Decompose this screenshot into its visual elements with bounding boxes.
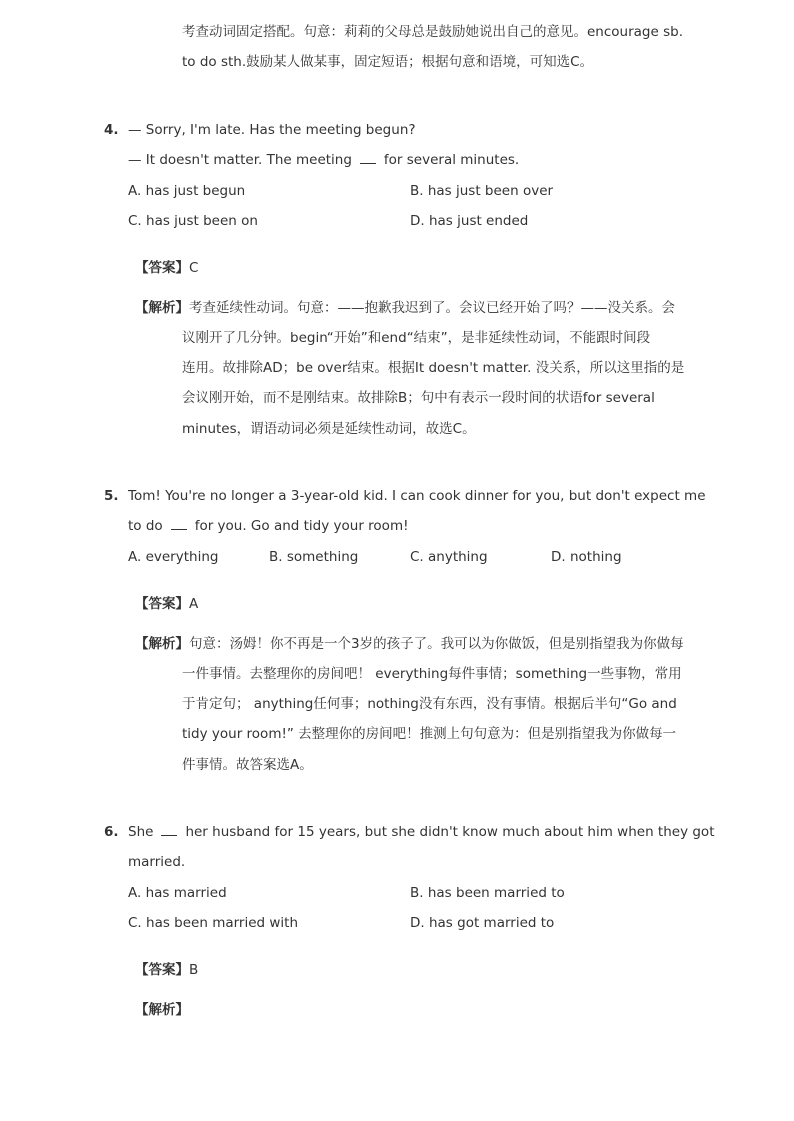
- question-4-stem-after: for several minutes.: [383, 152, 520, 168]
- answer-label: 【答案】: [135, 260, 189, 276]
- question-5-option-d: D. nothing: [551, 549, 622, 565]
- question-5-analysis-line-4: tidy your room!” 去整理你的房间吧！推测上句句意为：但是别指望我为你做每一: [182, 726, 677, 742]
- question-5-analysis-line-1: [135, 634, 684, 654]
- question-6-blank: [161, 823, 177, 836]
- analysis-text: 句意：汤姆！你不再是一个3岁的孩子了。我可以为你做饭，但是别指望我为你做每: [189, 636, 684, 652]
- question-6-option-c: C. has been married with: [128, 915, 299, 931]
- question-6-stem-before: She: [128, 824, 154, 840]
- question-6-stem-after: her husband for 15 years, but she didn't know much about him when they got: [185, 824, 715, 840]
- question-6-stem-line-1: [128, 822, 714, 842]
- question-4-number: 4.: [104, 122, 119, 138]
- question-4-option-c: C. has just been on: [128, 213, 258, 229]
- question-4-analysis-line-1: [135, 298, 675, 318]
- question-4-option-d: D. has just ended: [410, 213, 529, 229]
- analysis-label: 【解析】: [135, 300, 189, 316]
- question-5-stem-line-1: Tom! You're no longer a 3-year-old kid. I can cook dinner for you, but don't expect me: [128, 488, 706, 504]
- analysis-text: 考查延续性动词。句意：——抱歉我迟到了。会议已经开始了吗？——没关系。会: [189, 300, 675, 316]
- question-6-option-a: A. has married: [128, 885, 227, 901]
- analysis-label: 【解析】: [135, 1002, 189, 1018]
- question-5-stem-line-2: [128, 516, 409, 536]
- question-5-analysis-line-2: 一件事情。去整理你的房间吧！ everything每件事情；something一些事物，常用: [182, 666, 682, 682]
- question-5-stem-before: to do: [128, 518, 163, 534]
- q3-analysis-line-2: to do sth.鼓励某人做某事，固定短语；根据句意和语境，可知选C。: [182, 54, 594, 70]
- question-4-answer: [135, 258, 198, 278]
- question-4-option-b: B. has just been over: [410, 183, 554, 199]
- question-6-stem-line-2: married.: [128, 854, 186, 870]
- question-5-analysis-line-3: 于肯定句； anything任何事；nothing没有东西，没有事情。根据后半句“Go and: [182, 696, 677, 712]
- question-4-analysis-line-4: 会议刚开始，而不是刚结束。故排除B；句中有表示一段时间的状语for several: [182, 390, 655, 406]
- question-4-blank: [360, 151, 376, 164]
- question-4-analysis-line-2: 议刚开了几分钟。begin“开始”和end“结束”，是非延续性动词，不能跟时间段: [182, 330, 651, 346]
- question-6-analysis-line-1: [135, 1000, 189, 1020]
- question-5-analysis-line-5: 件事情。故答案选A。: [182, 757, 313, 773]
- question-6-option-d: D. has got married to: [410, 915, 555, 931]
- answer-label: 【答案】: [135, 596, 189, 612]
- question-4-stem-line-2: [128, 150, 519, 170]
- question-6-number: 6.: [104, 824, 119, 840]
- question-6-option-b: B. has been married to: [410, 885, 565, 901]
- question-5-answer: [135, 594, 198, 614]
- question-4-stem-before: — It doesn't matter. The meeting: [128, 152, 352, 168]
- question-5-number: 5.: [104, 488, 119, 504]
- answer-label: 【答案】: [135, 962, 189, 978]
- question-4-analysis-line-5: minutes，谓语动词必须是延续性动词，故选C。: [182, 421, 476, 437]
- question-5-blank: [171, 517, 187, 530]
- question-4-option-a: A. has just begun: [128, 183, 246, 199]
- analysis-label: 【解析】: [135, 636, 189, 652]
- question-5-option-b: B. something: [269, 549, 359, 565]
- q3-analysis-line-1: 考查动词固定搭配。句意：莉莉的父母总是鼓励她说出自己的意见。encourage sb.: [182, 24, 683, 40]
- question-6-answer: [135, 960, 198, 980]
- answer-value: A: [189, 596, 199, 612]
- question-5-stem-after: for you. Go and tidy your room!: [194, 518, 409, 534]
- question-4-analysis-line-3: 连用。故排除AD；be over结束。根据It doesn't matter. 没关系，所以这里指的是: [182, 360, 685, 376]
- question-4-stem-line-1: — Sorry, I'm late. Has the meeting begun?: [128, 122, 416, 138]
- answer-value: B: [189, 962, 199, 978]
- answer-value: C: [189, 260, 199, 276]
- question-5-option-c: C. anything: [410, 549, 488, 565]
- question-5-option-a: A. everything: [128, 549, 219, 565]
